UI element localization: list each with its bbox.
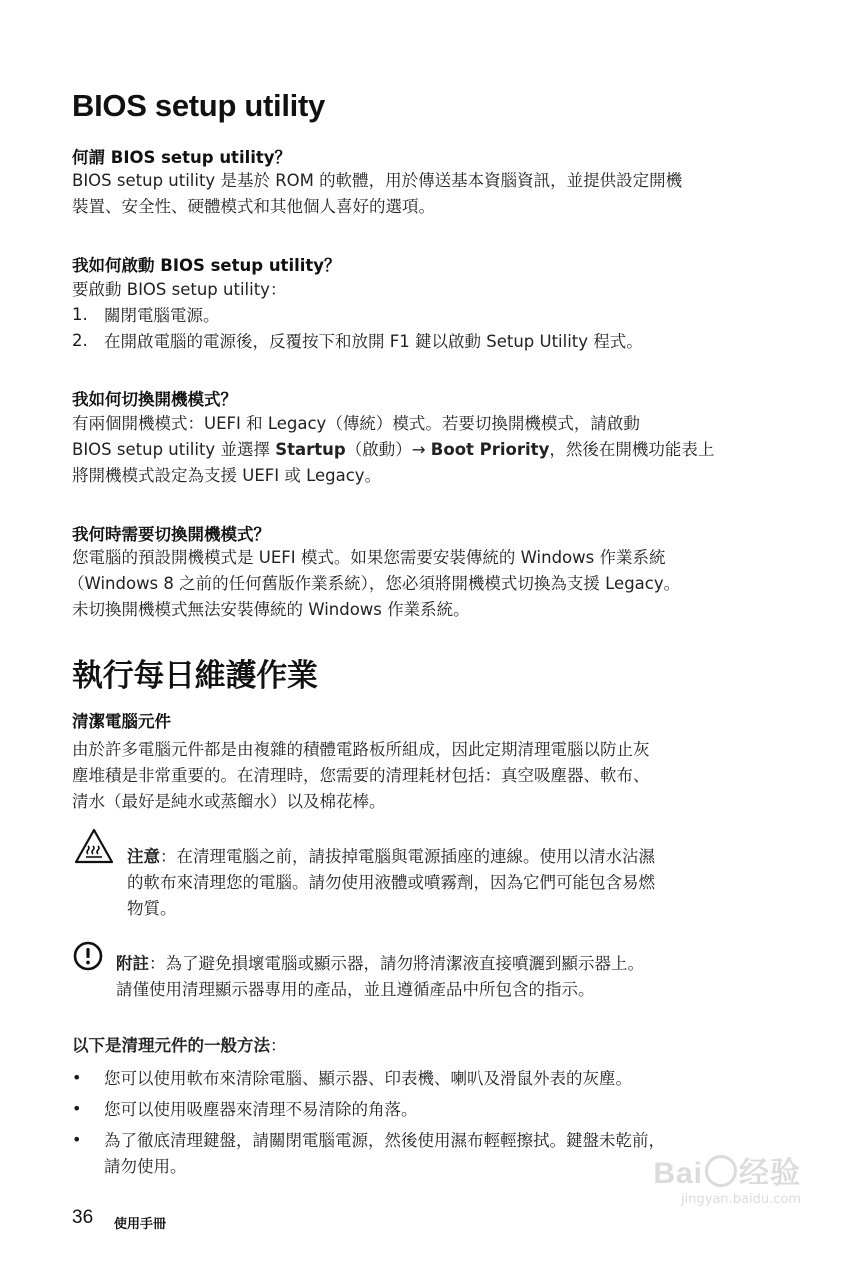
q2-step-number-2: 2.	[72, 331, 88, 350]
q1-line-2: 裝置、安全性、硬體模式和其他個人喜好的選項。	[72, 197, 435, 216]
note-line-2: 請僅使用清理顯示器專用的產品，並且遵循產品中所包含的指示。	[116, 980, 595, 999]
method-item-1: 您可以使用軟布來清除電腦、顯示器、印表機、喇叭及滑鼠外表的灰塵。	[104, 1069, 632, 1088]
q3-line-2	[72, 439, 714, 461]
note-line-1	[116, 953, 644, 975]
bullet-mark-2: •	[72, 1099, 82, 1118]
cleaning-subheading: 清潔電腦元件	[72, 712, 171, 731]
caution-label: 注意	[127, 847, 160, 866]
q4-heading: 我何時需要切換開機模式？	[72, 525, 270, 544]
caution-warning-icon	[74, 828, 114, 864]
cleaning-line-3: 清水（最好是純水或蒸餾水）以及棉花棒。	[72, 792, 386, 811]
watermark-url: jingyan.baidu.com	[681, 1192, 801, 1207]
q3-line-2-part-a: BIOS setup utility 並選擇	[72, 440, 276, 459]
q3-line-2-part-c: （啟動）→	[345, 440, 431, 459]
q4-line-1: 您電腦的預設開機模式是 UEFI 模式。如果您需要安裝傳統的 Windows 作業系統	[72, 548, 666, 567]
methods-colon: ：	[270, 1036, 287, 1055]
section-title-maintenance: 執行每日維護作業	[72, 658, 318, 693]
cleaning-line-1: 由於許多電腦元件都是由複雜的積體電路板所組成，因此定期清理電腦以防止灰	[72, 740, 650, 759]
q4-line-2: （Windows 8 之前的任何舊版作業系統），您必須將開機模式切換為支援 Legacy。	[68, 574, 681, 593]
startup-menu-term: Startup	[275, 440, 346, 459]
page-number: 36	[72, 1207, 94, 1228]
footer-label: 使用手冊	[114, 1217, 167, 1232]
baidu-watermark	[653, 1148, 801, 1207]
method-item-3: 為了徹底清理鍵盤，請關閉電腦電源，然後使用濕布輕輕擦拭。鍵盤未乾前，	[104, 1131, 665, 1150]
method-item-3-cont: 請勿使用。	[104, 1157, 187, 1176]
note-label: 附註	[116, 954, 149, 973]
q2-heading: 我如何啟動 BIOS setup utility？	[72, 256, 341, 275]
method-item-2: 您可以使用吸塵器來清理不易清除的角落。	[104, 1100, 418, 1119]
section-title-bios: BIOS setup utility	[72, 88, 325, 123]
q4-line-3: 未切換開機模式無法安裝傳統的 Windows 作業系統。	[72, 600, 470, 619]
watermark-brand: Bai	[653, 1157, 703, 1190]
q3-heading: 我如何切換開機模式？	[72, 390, 237, 409]
note-exclamation-icon	[72, 940, 104, 972]
caution-line-1	[127, 846, 655, 868]
boot-priority-term: Boot Priority	[430, 440, 550, 459]
q3-line-1: 有兩個開機模式：UEFI 和 Legacy（傳統）模式。若要切換開機模式，請啟動	[72, 414, 640, 433]
watermark-brand-2: 经验	[739, 1157, 801, 1190]
note-text-1: ：為了避免損壞電腦或顯示器，請勿將清潔液直接噴灑到顯示器上。	[149, 954, 644, 973]
caution-line-2: 的軟布來清理您的電腦。請勿使用液體或噴霧劑，因為它們可能包含易燃	[127, 873, 655, 892]
q1-line-1: BIOS setup utility 是基於 ROM 的軟體，用於傳送基本資腦資訊，並提供設定開機	[72, 171, 683, 190]
caution-line-3: 物質。	[127, 899, 177, 918]
bullet-mark-3: •	[72, 1130, 82, 1149]
q2-step-text-2: 在開啟電腦的電源後，反覆按下和放開 F1 鍵以啟動 Setup Utility 程式。	[104, 332, 643, 351]
q3-line-3: 將開機模式設定為支援 UEFI 或 Legacy。	[72, 466, 382, 485]
methods-heading-line	[72, 1035, 287, 1057]
bullet-mark-1: •	[72, 1068, 82, 1087]
caution-text-1: ：在清理電腦之前，請拔掉電腦與電源插座的連線。使用以清水沾濕	[160, 847, 655, 866]
q2-intro: 要啟動 BIOS setup utility：	[72, 280, 287, 299]
q1-heading: 何謂 BIOS setup utility？	[72, 148, 292, 167]
q2-step-number-1: 1.	[72, 305, 88, 324]
methods-heading: 以下是清理元件的一般方法	[72, 1036, 270, 1055]
cleaning-line-2: 塵堆積是非常重要的。在清理時，您需要的清理耗材包括：真空吸塵器、軟布、	[72, 766, 650, 785]
q3-line-2-part-e: ，然後在開機功能表上	[549, 440, 715, 459]
paw-icon	[705, 1155, 737, 1187]
q2-step-text-1: 關閉電腦電源。	[104, 306, 220, 325]
